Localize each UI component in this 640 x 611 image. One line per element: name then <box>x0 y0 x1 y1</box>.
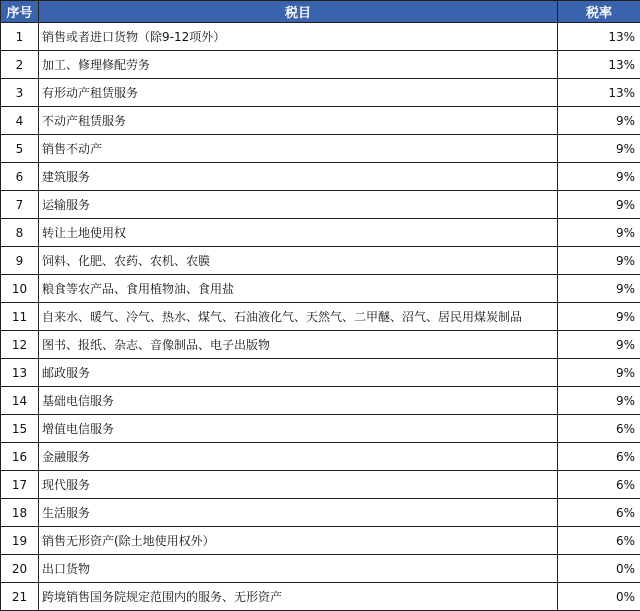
tax-rate: 9% <box>558 163 640 191</box>
row-number: 6 <box>1 163 39 191</box>
tax-rate: 9% <box>558 219 640 247</box>
tax-item: 金融服务 <box>39 443 558 471</box>
table-row <box>1 23 640 51</box>
table-row <box>1 443 640 471</box>
tax-item: 增值电信服务 <box>39 415 558 443</box>
row-number: 2 <box>1 51 39 79</box>
tax-item: 饲料、化肥、农药、农机、农膜 <box>39 247 558 275</box>
row-number: 10 <box>1 275 39 303</box>
table-row <box>1 219 640 247</box>
table-row <box>1 415 640 443</box>
table-row <box>1 331 640 359</box>
tax-rate: 9% <box>558 191 640 219</box>
tax-rate: 13% <box>558 23 640 51</box>
table-header <box>1 1 640 23</box>
tax-item: 出口货物 <box>39 555 558 583</box>
row-number: 21 <box>1 583 39 611</box>
tax-item: 现代服务 <box>39 471 558 499</box>
tax-item: 加工、修理修配劳务 <box>39 51 558 79</box>
header-no: 序号 <box>1 1 39 23</box>
tax-item: 图书、报纸、杂志、音像制品、电子出版物 <box>39 331 558 359</box>
tax-rate: 13% <box>558 51 640 79</box>
table-row <box>1 527 640 555</box>
table-row <box>1 359 640 387</box>
row-number: 4 <box>1 107 39 135</box>
table-row <box>1 247 640 275</box>
tax-item: 自来水、暖气、冷气、热水、煤气、石油液化气、天然气、二甲醚、沼气、居民用煤炭制品 <box>39 303 558 331</box>
tax-item: 转让土地使用权 <box>39 219 558 247</box>
tax-rate: 9% <box>558 135 640 163</box>
tax-rate: 9% <box>558 275 640 303</box>
row-number: 12 <box>1 331 39 359</box>
header-row <box>1 1 640 23</box>
tax-item: 不动产租赁服务 <box>39 107 558 135</box>
tax-rate: 9% <box>558 387 640 415</box>
table-row <box>1 163 640 191</box>
tax-rate: 0% <box>558 583 640 611</box>
table-row <box>1 107 640 135</box>
table-row <box>1 583 640 611</box>
table-row <box>1 275 640 303</box>
tax-rate: 0% <box>558 555 640 583</box>
tax-item: 销售或者进口货物（除9-12项外） <box>39 23 558 51</box>
table-row <box>1 387 640 415</box>
tax-rate: 9% <box>558 303 640 331</box>
row-number: 8 <box>1 219 39 247</box>
tax-rate: 6% <box>558 415 640 443</box>
table-row <box>1 135 640 163</box>
tax-rate: 9% <box>558 107 640 135</box>
table-row <box>1 471 640 499</box>
tax-item: 建筑服务 <box>39 163 558 191</box>
row-number: 19 <box>1 527 39 555</box>
tax-rate: 13% <box>558 79 640 107</box>
tax-rate: 9% <box>558 247 640 275</box>
tax-item: 跨境销售国务院规定范围内的服务、无形资产 <box>39 583 558 611</box>
tax-item: 基础电信服务 <box>39 387 558 415</box>
table-row <box>1 555 640 583</box>
table-row <box>1 191 640 219</box>
header-item: 税目 <box>39 1 558 23</box>
table-row <box>1 499 640 527</box>
row-number: 16 <box>1 443 39 471</box>
tax-item: 运输服务 <box>39 191 558 219</box>
row-number: 3 <box>1 79 39 107</box>
tax-rate: 6% <box>558 499 640 527</box>
row-number: 5 <box>1 135 39 163</box>
tax-rate: 6% <box>558 443 640 471</box>
table-body <box>1 23 640 611</box>
header-rate: 税率 <box>558 1 640 23</box>
table-row <box>1 51 640 79</box>
row-number: 17 <box>1 471 39 499</box>
row-number: 7 <box>1 191 39 219</box>
row-number: 15 <box>1 415 39 443</box>
row-number: 13 <box>1 359 39 387</box>
tax-item: 生活服务 <box>39 499 558 527</box>
row-number: 11 <box>1 303 39 331</box>
tax-rate: 9% <box>558 331 640 359</box>
tax-item: 粮食等农产品、食用植物油、食用盐 <box>39 275 558 303</box>
tax-rate: 6% <box>558 527 640 555</box>
tax-item: 销售不动产 <box>39 135 558 163</box>
row-number: 9 <box>1 247 39 275</box>
table-row <box>1 79 640 107</box>
tax-item: 销售无形资产(除土地使用权外） <box>39 527 558 555</box>
row-number: 1 <box>1 23 39 51</box>
row-number: 14 <box>1 387 39 415</box>
row-number: 20 <box>1 555 39 583</box>
tax-item: 有形动产租赁服务 <box>39 79 558 107</box>
tax-rate: 6% <box>558 471 640 499</box>
table-row <box>1 303 640 331</box>
row-number: 18 <box>1 499 39 527</box>
tax-item: 邮政服务 <box>39 359 558 387</box>
tax-rate: 9% <box>558 359 640 387</box>
